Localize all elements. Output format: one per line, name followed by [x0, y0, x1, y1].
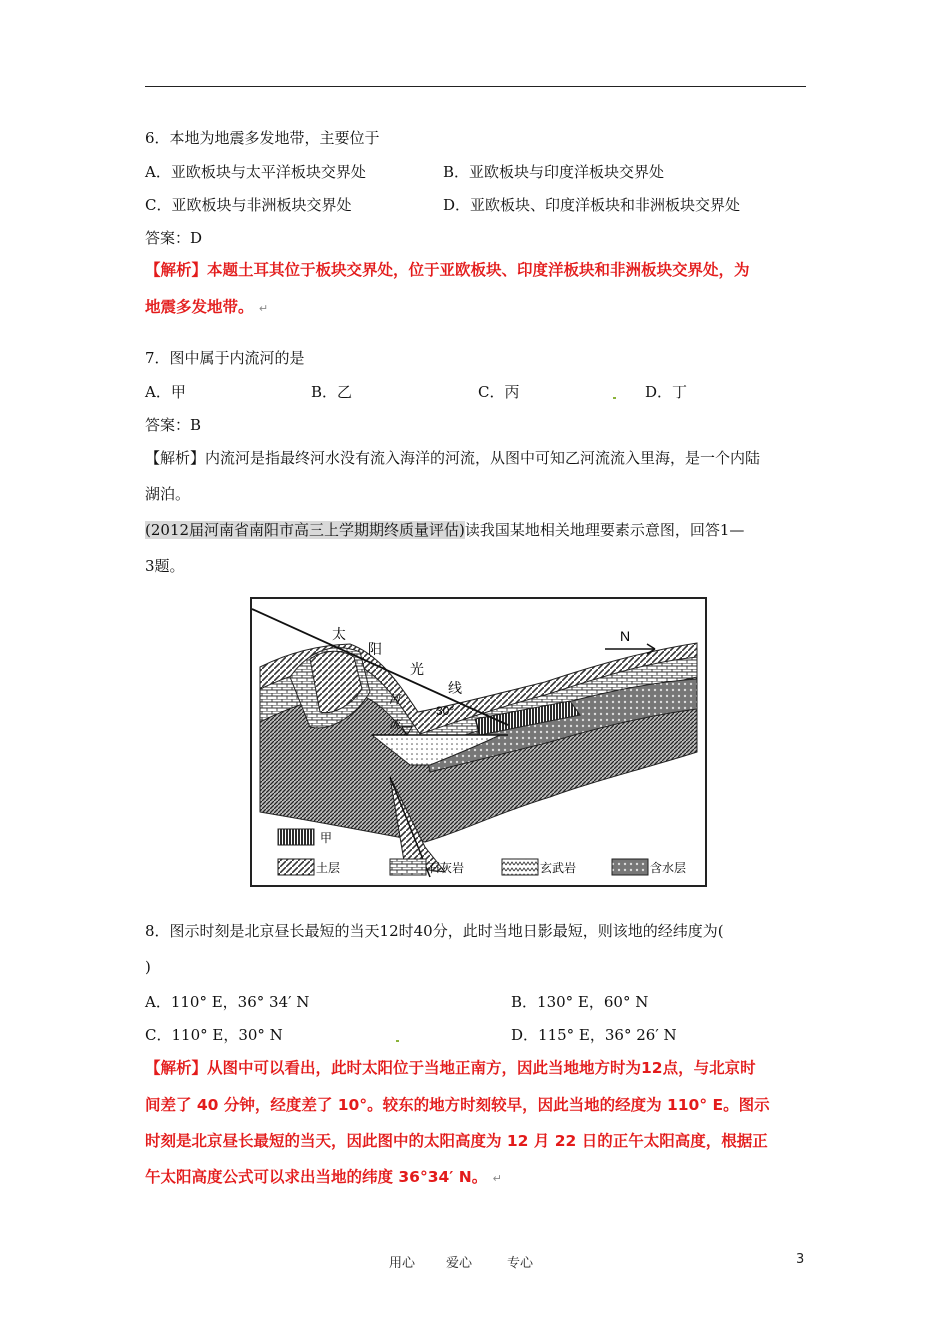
sun-label-4: 线 — [448, 680, 462, 696]
legend-aquifer: 含水层 — [650, 861, 687, 875]
q6-option-c: C．亚欧板块与非洲板块交界处 — [145, 196, 352, 214]
speck — [396, 1040, 399, 1042]
geology-figure — [250, 597, 707, 887]
q7-option-b: B．乙 — [311, 383, 353, 401]
river-label-1: 河 — [389, 694, 400, 706]
legend-limestone: 石灰岩 — [428, 861, 465, 875]
q8-option-a: A．110° E，36° 34′ N — [145, 993, 310, 1011]
q8-analysis-line3: 时刻是北京昼长最短的当天，因此图中的太阳高度为 12 月 22 日的正午太阳高度，根据正 — [145, 1132, 768, 1150]
north-label: N — [620, 628, 631, 644]
q8-option-c: C．110° E，30° N — [145, 1026, 283, 1044]
sun-label-1: 太 — [332, 626, 346, 642]
q7-answer: 答案：B — [145, 416, 202, 434]
q8-analysis-line2: 间差了 40 分钟，经度差了 10°。较东的地方时刻较早，因此当地的经度为 110° E。图示 — [145, 1096, 770, 1114]
q8-option-d: D．115° E，36° 26′ N — [511, 1026, 677, 1044]
sun-label-2: 阳 — [368, 641, 382, 657]
q6-option-a: A．亚欧板块与太平洋板块交界处 — [145, 163, 366, 181]
q7-option-d: D．丁 — [645, 383, 688, 401]
q8-analysis-line4: 午太阳高度公式可以求出当地的纬度 36°34′ N。 ↵ — [145, 1168, 502, 1186]
intro-line1: (2012届河南省南阳市高三上学期期终质量评估)读我国某地相关地理要素示意图，回答1— — [145, 521, 745, 539]
q7-stem: 7．图中属于内流河的是 — [145, 349, 305, 367]
river-label-2: 流 — [389, 719, 400, 731]
q7-option-a: A．甲 — [145, 383, 186, 401]
q6-analysis-line2: 地震多发地带。 ↵ — [145, 298, 269, 316]
q8-option-b: B．130° E，60° N — [511, 993, 649, 1011]
q6-option-b: B．亚欧板块与印度洋板块交界处 — [443, 163, 665, 181]
footer-text-2: 爱心 — [446, 1256, 473, 1271]
q8-stem-line2: ) — [145, 958, 151, 976]
q8-stem-line1: 8．图示时刻是北京昼长最短的当天12时40分，此时当地日影最短，则该地的经纬度为( — [145, 922, 724, 940]
intro-line2: 3题。 — [145, 557, 185, 575]
legend-basalt: 玄武岩 — [540, 861, 577, 875]
legend-soil: 土层 — [316, 861, 341, 875]
page-number: 3 — [796, 1252, 805, 1267]
source-citation: (2012届河南省南阳市高三上学期期终质量评估) — [145, 521, 465, 539]
q6-stem: 6．本地为地震多发地带，主要位于 — [145, 129, 380, 147]
sun-label-3: 光 — [410, 661, 424, 677]
q7-analysis-line1: 【解析】内流河是指最终河水没有流入海洋的河流，从图中可知乙河流流入里海，是一个内陆 — [145, 449, 761, 467]
q6-answer: 答案：D — [145, 229, 203, 247]
q6-option-d: D．亚欧板块、印度洋板块和非洲板块交界处 — [443, 196, 741, 214]
paragraph-mark: ↵ — [258, 302, 269, 315]
q7-analysis-line2: 湖泊。 — [145, 485, 191, 503]
q6-analysis-line1: 【解析】本题土耳其位于板块交界处，位于亚欧板块、印度洋板块和非洲板块交界处，为 — [145, 261, 750, 279]
q7-option-c: C．丙 — [478, 383, 520, 401]
angle-label: 30° — [436, 704, 455, 718]
footer-text-1: 用心 — [389, 1256, 416, 1271]
speck — [613, 397, 616, 399]
q8-analysis-line1: 【解析】从图中可以看出，此时太阳位于当地正南方，因此当地地方时为12点，与北京时 — [145, 1059, 756, 1077]
footer-text-3: 专心 — [507, 1256, 534, 1271]
paragraph-mark: ↵ — [492, 1172, 502, 1185]
header-rule — [145, 86, 806, 87]
legend-jia: 甲 — [320, 831, 333, 845]
